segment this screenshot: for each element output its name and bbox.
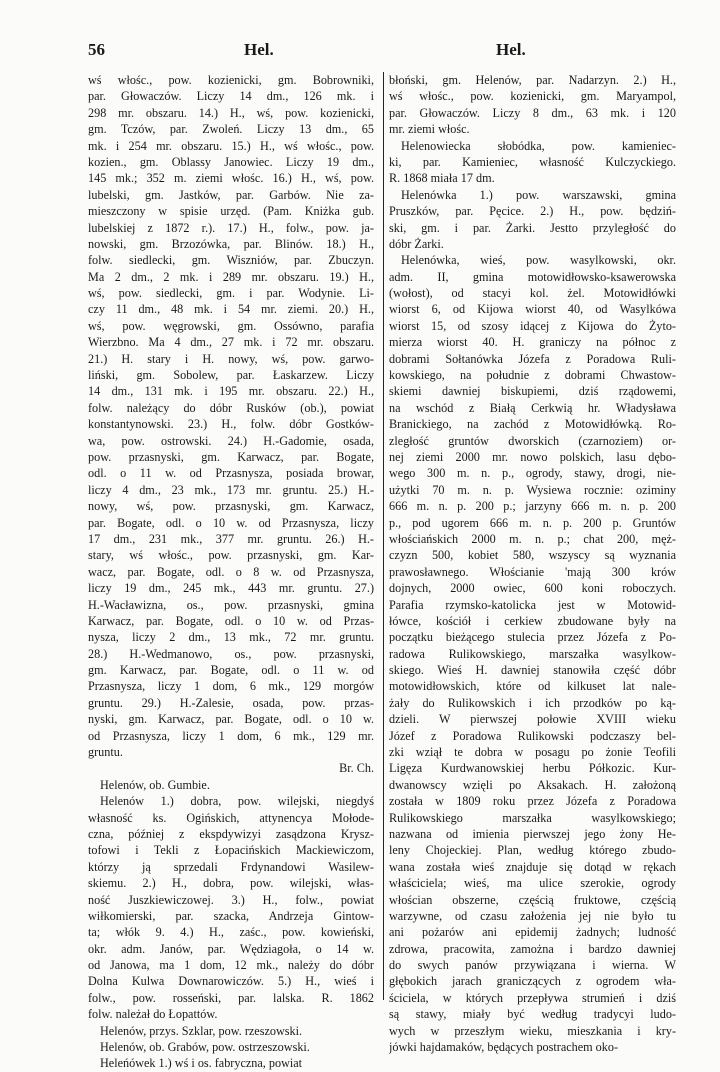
text-line: żały do Rulikowskich i ich przodków po ką-	[389, 695, 676, 710]
text-line: Wierzbno. Ma 4 dm., 27 mk. i 72 mr. obszaru.	[88, 335, 374, 350]
text-line: do swych panów przywiązana i wierna. W	[389, 958, 676, 973]
text-line: gm. Tczów, par. Zwoleń. Liczy 13 dm., 65	[88, 122, 374, 137]
text-line: wś włośc., pow. kozienicki, gm. Maryampol,	[389, 89, 676, 104]
text-line: gm. Karwacz, par. Bogate, odl. o 11 w. od	[88, 663, 374, 678]
text-line: jówki hajdamaków, będących postrachem oko-	[389, 1040, 619, 1055]
text-line: skiego. Wieś H. dawniej stanowiła część dóbr	[389, 663, 676, 678]
text-line: ki, par. Kamieniec, własność Kulczyckiego.	[389, 154, 676, 169]
text-line: Ligęza Kurdwanowskiej herbu Półkozic. Kur-	[389, 761, 676, 776]
text-line: Dolna Kulwa Downarowiczów. 5.) H., wieś i	[88, 974, 374, 989]
text-line: czna, później z ekspdywizyi zasądzona Krysz-	[88, 826, 374, 841]
text-line: od Przasnysza, liczy 1 dom, 6 mk., 129 mr.	[88, 728, 374, 743]
text-line: liczy 19 dm., 245 mk., 443 mr. gruntu. 27.)	[88, 581, 374, 596]
column-divider	[383, 72, 384, 1000]
text-line: Pruszków, par. Pęcice. 2.) H., pow. będziń-	[389, 204, 676, 219]
text-line: nowy, wś, pow. przasnyski, gm. Karwacz,	[88, 499, 374, 514]
page-header	[88, 40, 658, 62]
text-line: Br. Ch.	[339, 761, 374, 776]
text-line: wś włośc., pow. kozienicki, gm. Bobrowniki,	[88, 73, 374, 87]
text-line: folw. należący do dóbr Rusków (ob.), powiat	[88, 400, 374, 415]
text-line: 666 m. n. p. 200 p.; jarzyny 666 m. n. p. 200	[389, 499, 676, 514]
text-line: wiorst 6, od Kijowa wiorst 40, od Wasylkówa	[389, 302, 676, 317]
text-line: zdrowa, pracowita, zamożna i bardzo dawniej	[389, 941, 676, 956]
text-line: wiorst 15, od szosy idącej z Kijowa do Żyto-	[389, 318, 676, 333]
text-line: adm. II, gmina motowidłowsko-ksawerowska	[389, 269, 676, 284]
text-line: nyski, gm. Karwacz, par. Bogate, odl. o 10 w.	[88, 712, 374, 727]
text-line: Helenów, przys. Szklar, pow. rzeszowski.	[100, 1023, 303, 1038]
text-line: prawosławnego. Włościanie 'mają 300 krów	[389, 564, 676, 579]
text-line: głębokich jarach graniczących z ogrodem wła-	[389, 974, 676, 989]
text-line: 298 mr. obszaru. 14.) H., wś, pow. kozienicki,	[88, 105, 374, 120]
text-line: okr. adm. Janów, par. Wędziagoła, o 14 w.	[88, 941, 374, 956]
text-line: została w 1809 roku przez Józefa z Poradowa	[389, 794, 676, 809]
text-line: 21.) H. stary i H. nowy, wś, pow. garwo-	[88, 351, 374, 366]
text-line: radowa Rulikowskiego, marszałka wasylkow-	[389, 646, 676, 661]
text-line: ani pożarów ani epidemij żadnych; ludność	[389, 925, 676, 940]
text-line: nysza, liczy 2 dm., 13 mk., 72 mr. gruntu.	[88, 630, 374, 645]
text-line: mieszczony w spisie urzęd. (Pam. Kniżka gub.	[88, 204, 374, 219]
text-line: włościańskich 2000 m. n. p.; chat 200, męż-	[389, 531, 676, 546]
text-line: folw. siedlecki, gm. Wiszniów, par. Zbuczyn.	[88, 253, 374, 268]
text-line: własność ks. Ogińskich, attynencya Mołode-	[88, 810, 374, 825]
text-line: na wschód z Białą Cerkwią hr. Władysława	[389, 400, 676, 415]
right-running-head: Hel.	[496, 40, 526, 59]
text-line: 14 dm., 131 mk. i 195 mr. obszaru. 22.) H.,	[88, 384, 374, 399]
text-line: stary, wś włośc., pow. przasnyski, gm. Kar-	[88, 548, 374, 563]
text-line: par. Głowaczów. Liczy 14 dm., 126 mk. i	[88, 89, 374, 104]
text-line: warzywne, od czasu założenia jej nie było tu	[389, 908, 676, 923]
text-line: wś, pow. węgrowski, gm. Ossówno, parafia	[88, 318, 374, 333]
text-line: liczy 4 dm., 23 mk., 173 mr. gruntu. 25.) H.-	[88, 482, 374, 497]
text-line: łówce, kościół i cerkiew zbudowane były na	[389, 613, 676, 628]
text-line: lubelskiej z 1872 r.). 17.) H., folw., pow. ja-	[88, 220, 374, 235]
text-line: Parafia rzymsko-katolicka jest w Motowid-	[389, 597, 676, 612]
text-line: Józef z Poradowa Rulikowski podczaszy bel-	[389, 728, 676, 743]
text-line: wych w przeszłym wieku, mieszkania i kry-	[389, 1023, 676, 1038]
text-line: Branickiego, na zachód z Motowidłówką. Ro-	[389, 417, 676, 432]
text-line: Przasnysza, liczy 1 dom, 6 mk., 129 morgów	[88, 679, 374, 694]
text-line: wś, pow. siedlecki, gm. i par. Wodynie. Li-	[88, 286, 374, 301]
text-line: początku bieżącego stulecia przez Józefa z Po-	[389, 630, 676, 645]
text-line: skiemu. 2.) H., dobra, pow. wilejski, włas-	[88, 876, 374, 891]
text-line: 145 mk.; 352 m. ziemi włośc. 16.) H., wś, pow.	[88, 171, 374, 186]
text-line: dóbr Żarki.	[389, 236, 444, 251]
text-line: dojnych, 2000 owiec, 600 koni roboczych.	[389, 581, 676, 596]
text-line: nej ziemi 2000 mr. nowo polskich, lasu dębo-	[389, 449, 676, 464]
text-line: wacz, par. Bogate, odl. o 8 w. od Przasnysza,	[88, 564, 374, 579]
text-line: czyzn 500, kobiet 580, wszyscy są wyznania	[389, 548, 676, 563]
text-line: Helenówka 1.) pow. warszawski, gmina	[401, 187, 676, 202]
text-line: ność Juszkiewiczowej. 3.) H., folw., powiat	[88, 892, 374, 907]
text-line: Rulikowskiego marszałka wasylkowskiego;	[389, 810, 676, 825]
text-line: mierza wiorst 40. H. graniczy na północ z	[389, 335, 676, 350]
text-line: ta; włók 9. 4.) H., zaśc., pow. kowieński,	[88, 925, 374, 940]
text-line: wana została wieś znajduje się dotąd w rękach	[389, 859, 676, 874]
text-line: R. 1868 miała 17 dm.	[389, 171, 495, 186]
text-line: którzy ją sprzedali Frdynandowi Wasilew-	[88, 859, 374, 874]
text-line: par. Bogate, odl. o 10 w. od Przasnysza, liczy	[88, 515, 374, 530]
text-line: właściciela; wieś, ma ulice szerokie, ogrody	[389, 876, 676, 891]
text-line: włościan obszerne, częścią fruktowe, częścią	[389, 892, 676, 907]
text-line: kozien., gm. Oblassy Janowiec. Liczy 19 dm.,	[88, 154, 374, 169]
text-line: Helenowiecka słobódka, pow. kamieniec-	[401, 138, 676, 153]
text-line: zległość gruntów dworskich (czarnoziem) or-	[389, 433, 676, 448]
text-line: folw. należał do Łopattów.	[88, 1007, 218, 1022]
text-line: Helenów, ob. Grabów, pow. ostrzeszowski.	[100, 1040, 310, 1055]
text-line: lubelski, gm. Jastków, par. Garbów. Nie za-	[88, 187, 374, 202]
text-line: wa, pow. ostrowski. 24.) H.-Gadomie, osada,	[88, 433, 374, 448]
text-line: Helenów, ob. Gumbie.	[100, 777, 210, 792]
text-line: ściciela, w których przepływa strumień i dziś	[389, 990, 676, 1005]
text-line: tofowi i Tekli z Łopacińskich Mackiewiczom,	[88, 843, 374, 858]
text-line: par. Głowaczów. Liczy 8 dm., 63 mk. i 120	[389, 105, 676, 120]
text-line: Heleńówek 1.) wś i os. fabryczna, powiat	[100, 1056, 303, 1071]
text-line: nowski, gm. Brzozówka, par. Blinów. 18.) H.,	[88, 236, 374, 251]
text-line: Helenów 1.) dobra, pow. wilejski, niegdyś	[100, 794, 374, 809]
text-line: dwanowscy wzięli po Aksakach. H. założoną	[389, 777, 676, 792]
text-line: 28.) H.-Wedmanowo, os., pow. przasnyski,	[88, 646, 374, 661]
text-line: pow. przasnyski, gm. Karwacz, par. Bogate,	[88, 449, 374, 464]
page-number: 56	[88, 40, 105, 59]
text-line: kowskiego, na południe z dobrami Chwastow-	[389, 368, 676, 383]
text-line: mr. ziemi włośc.	[389, 122, 470, 137]
text-line: zki wziął te dobra w posagu po żonie Teofili	[389, 745, 676, 760]
left-running-head: Hel.	[244, 40, 274, 59]
text-line: Ma 2 dm., 2 mk. i 289 mr. obszaru. 19.) H.,	[88, 269, 374, 284]
text-line: od Janowa, ma 1 dom, 12 mk., należy do dóbr	[88, 958, 374, 973]
text-line: gruntu.	[88, 745, 123, 760]
text-line: mk. i 254 mr. obszaru. 15.) H., wś włośc., pow.	[88, 138, 374, 153]
text-line: dzieli. W pierwszej połowie XVIII wieku	[389, 712, 676, 727]
text-line: folw., pow. rosseński, par. lalska. R. 1862	[88, 990, 374, 1005]
text-line: wiłkomierski, par. szacka, Andrzeja Gintow-	[88, 908, 374, 923]
text-line: użytki 70 m. n. p. Wysiewa rocznie: oziminy	[389, 482, 676, 497]
text-line: 17 dm., 231 mk., 377 mr. gruntu. 26.) H.-	[88, 531, 374, 546]
text-line: są stawy, miały być według tradycyi ludo-	[389, 1007, 676, 1022]
text-line: motowidłowskich, które od kilkuset lat nale-	[389, 679, 676, 694]
text-line: nazwana od imienia pierwszej jego żony He-	[389, 826, 676, 841]
text-line: H.-Wacławizna, os., pow. przasnyski, gmina	[88, 597, 374, 612]
text-line: Karwacz, par. Bogate, odl. o 10 w. od Przas-	[88, 613, 374, 628]
text-line: ski, gm. i par. Żarki. Jestto przyległość do	[389, 220, 676, 235]
text-line: konstantynowski. 23.) H., folw. dóbr Gostków-	[88, 417, 374, 432]
text-line: (wołost), od stacyi kol. żel. Motowidłówki	[389, 286, 676, 301]
right-text-column	[389, 72, 676, 1055]
text-line: liński, gm. Sobolew, par. Łaskarzew. Liczy	[88, 368, 374, 383]
text-line: Helenówka, wieś, pow. wasylkowski, okr.	[401, 253, 676, 268]
text-line: wego 300 m. n. p., ogrody, stawy, drogi, nie-	[389, 466, 676, 481]
text-line: leny Chojeckiej. Plan, według którego zbudo-	[389, 843, 676, 858]
text-line: dobrami Sołtanówka Józefa z Poradowa Ruli-	[389, 351, 676, 366]
text-line: gruntu. 29.) H.-Zalesie, osada, pow. przas-	[88, 695, 374, 710]
text-line: czy 11 dm., 48 mk. i 54 mr. ziemi. 20.) H.,	[88, 302, 374, 317]
left-text-column	[88, 72, 374, 1072]
text-line: skiemi dawniej biskupiemi, dziś rządowemi,	[389, 384, 676, 399]
text-line: odl. o 11 w. od Przasnysza, posiada browar,	[88, 466, 374, 481]
text-line: błoński, gm. Helenów, par. Nadarzyn. 2.) H.,	[389, 73, 676, 87]
text-line: p., pod ugorem 666 m. n. p. 200 p. Gruntów	[389, 515, 676, 530]
